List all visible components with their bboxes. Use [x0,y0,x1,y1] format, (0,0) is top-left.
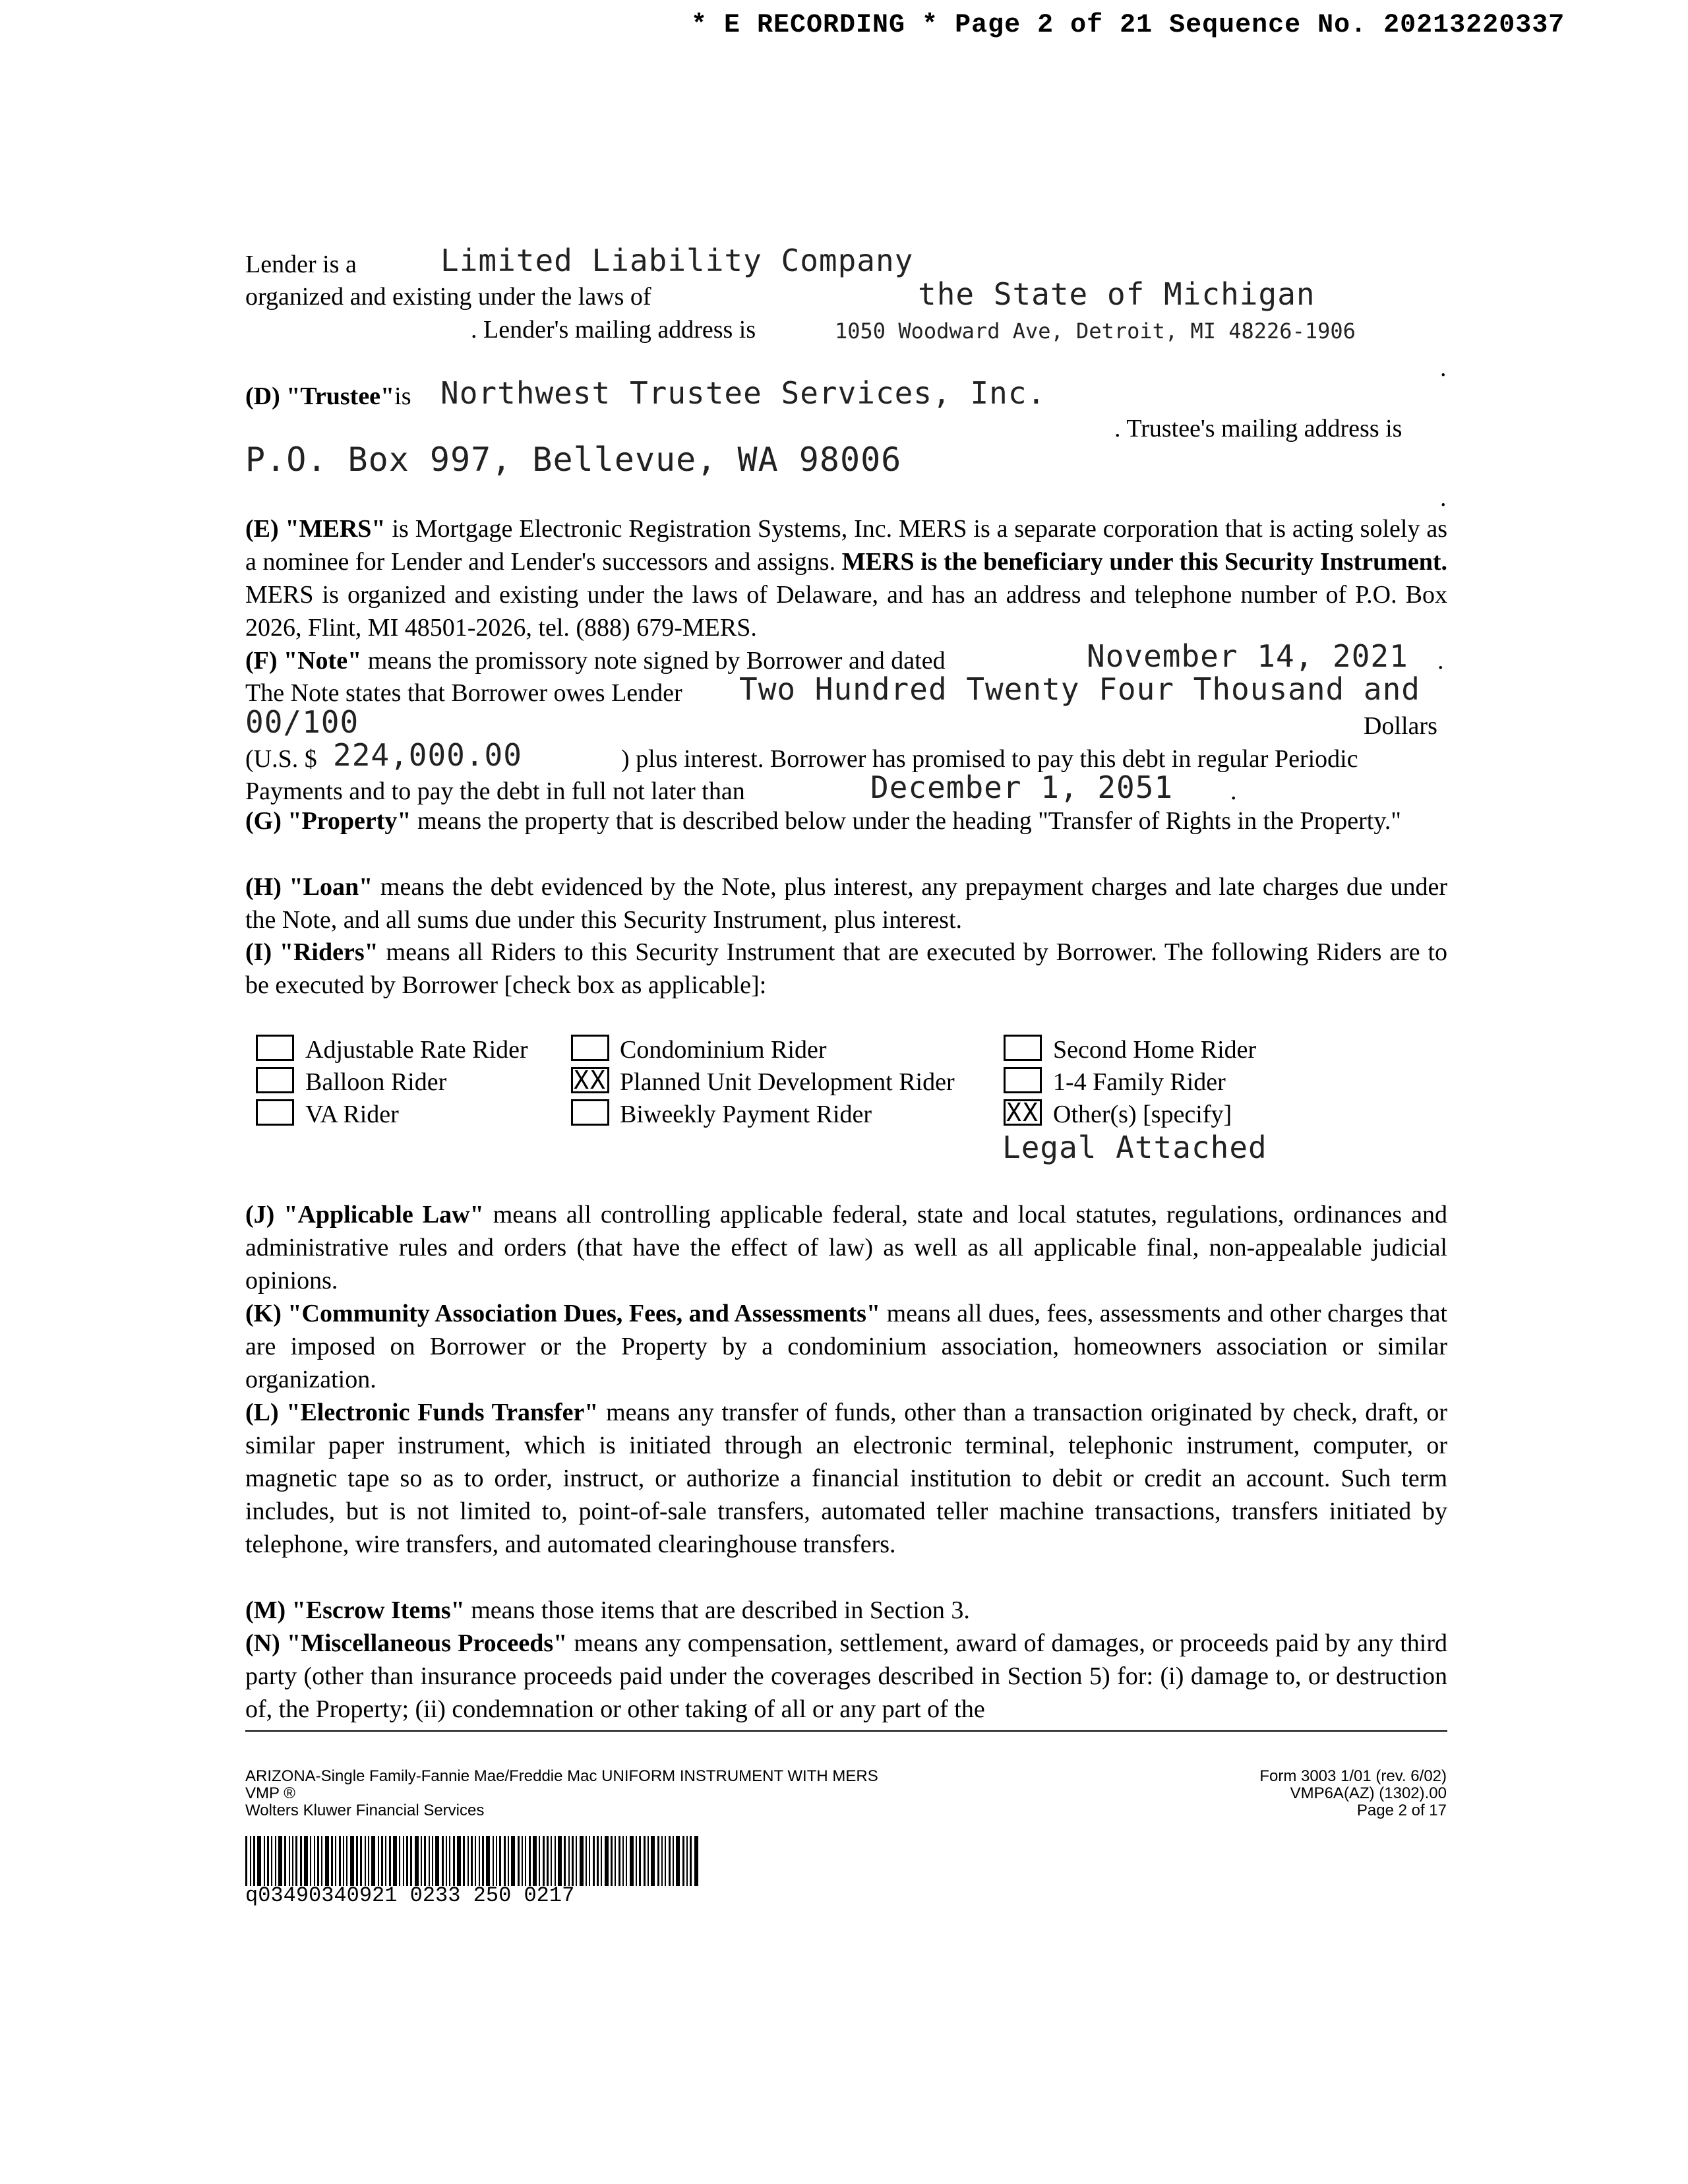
mers-beneficiary-statement: MERS is the beneficiary under this Security Instrument. [841,548,1448,576]
recording-header: * E RECORDING * Page 2 of 21 Sequence No. 20213220337 [691,11,1565,40]
eft-text: means any transfer of funds, other than a transaction originated by check, draft, or similar paper instrument, which is initiated through an electronic terminal, telephonic instrument, computer, or magnetic tape so as to order, instruct, or authorize a financial institution to debit or credit an account. Such term includes, but is not limited to, point-of-sale transfers, automated teller machine transactions, transfers initiated by telephone, wire transfers, and automated clearinghouse transfers. [245,1399,1447,1558]
rider-label-second-home: Second Home Rider [1053,1036,1257,1064]
mers-text-1: is Mortgage Electronic Registration Systems, Inc. MERS is a separate corporation that is acting solely as a nominee for Lender and Lender's successors and assigns. [245,515,1448,576]
note-term: (F) "Note" [245,647,362,675]
riders-term: (I) "Riders" [245,938,378,966]
rider-checkbox-adjustable-rate[interactable] [256,1035,294,1061]
footer-rule [245,1730,1447,1732]
rider-checkbox-va[interactable] [256,1099,294,1126]
eft-paragraph [245,1396,1447,1561]
note-dollars-label: Dollars [1364,712,1437,740]
note-maturity-period: . [1230,777,1237,805]
trustee-label [245,380,411,413]
trustee-mailing-label: . Trustee's mailing address is [1114,415,1402,442]
footer-right-line-1: Form 3003 1/01 (rev. 6/02) [1259,1767,1447,1785]
lender-organized-label: organized and existing under the laws of [245,283,651,311]
barcode-text: q03490340921 0233 250 0217 [245,1883,575,1908]
rider-checkbox-balloon[interactable] [256,1067,294,1093]
lender-is-a-label: Lender is a [245,251,357,278]
mers-paragraph [245,512,1447,644]
footer-left-line-1: ARIZONA-Single Family-Fannie Mae/Freddie Mac UNIFORM INSTRUMENT WITH MERS [245,1767,878,1785]
footer-left-line-2: VMP ® [245,1784,295,1802]
lender-period: . [1440,354,1447,382]
note-maturity-date: December 1, 2051 [870,770,1174,805]
mers-term: (E) "MERS" [245,515,386,543]
footer-right-line-2: VMP6A(AZ) (1302).00 [1290,1784,1447,1802]
note-date: November 14, 2021 [1087,638,1408,674]
note-plus-interest: ) plus interest. Borrower has promised to pay this debt in regular Periodic [621,745,1358,773]
rider-checkbox-condominium[interactable] [571,1035,609,1061]
rider-label-va: VA Rider [305,1101,399,1128]
community-dues-paragraph [245,1297,1447,1396]
footer-right-line-3: Page 2 of 17 [1356,1802,1447,1819]
rider-checkbox-second-home[interactable] [1004,1035,1042,1061]
loan-text: means the debt evidenced by the Note, plus interest, any prepayment charges and late charges due under the Note, and all sums due under this Security Instrument, plus interest. [245,873,1447,934]
rider-label-balloon: Balloon Rider [305,1068,447,1096]
rider-label-1-4-family: 1-4 Family Rider [1053,1068,1226,1096]
note-date-period: . [1437,647,1444,675]
rider-checkbox-other[interactable]: XX [1004,1099,1042,1126]
note-dated-text: means the promissory note signed by Borrower and dated [367,647,946,675]
applicable-law-paragraph [245,1198,1447,1297]
trustee-term: (D) "Trustee" [245,382,395,410]
misc-proceeds-paragraph [245,1627,1447,1726]
rider-label-adjustable-rate: Adjustable Rate Rider [305,1036,528,1064]
escrow-term: (M) "Escrow Items" [245,1596,465,1624]
trustee-name: Northwest Trustee Services, Inc. [440,375,1046,411]
escrow-text: means those items that are described in Section 3. [464,1596,970,1624]
loan-term: (H) "Loan" [245,873,373,901]
loan-paragraph [245,870,1447,936]
misc-proceeds-text: means any compensation, settlement, award of damages, or proceeds paid by any third party (other than insurance proceeds paid under the coverages described in Section 5) for: (i) damage to, or destruction of, the Property; (ii) condemnation or other taking of all or any part of the [245,1629,1447,1723]
lender-mailing-address: 1050 Woodward Ave, Detroit, MI 48226-1906 [835,318,1356,344]
rider-other-specify-value: Legal Attached [1002,1130,1267,1165]
rider-checkbox-biweekly-payment[interactable] [571,1099,609,1126]
community-dues-term: (K) "Community Association Dues, Fees, and Assessments" [245,1300,881,1327]
applicable-law-term: (J) "Applicable Law" [245,1201,484,1228]
mers-text-2: MERS is organized and existing under the laws of Delaware, and has an address and telephone number of P.O. Box 2026, Flint, MI 48501-2026, tel. (888) 679-MERS. [245,581,1447,642]
note-owes-label: The Note states that Borrower owes Lender [245,679,682,707]
riders-text: means all Riders to this Security Instrument that are executed by Borrower. The following Riders are to be executed by Borrower [check box as applicable]: [245,938,1447,999]
note-us-label: (U.S. $ [245,745,317,773]
property-term: (G) "Property" [245,807,411,835]
rider-checkbox-1-4-family[interactable] [1004,1067,1042,1093]
trustee-address: P.O. Box 997, Bellevue, WA 98006 [245,440,902,479]
note-amount-words-2: 00/100 [245,704,359,740]
rider-label-planned-unit-development: Planned Unit Development Rider [620,1068,955,1096]
property-text: means the property that is described below under the heading "Transfer of Rights in the Property." [417,807,1401,835]
lender-mailing-label: . Lender's mailing address is [471,316,756,344]
trustee-is: is [394,382,411,410]
trustee-period: . [1440,484,1447,512]
document-barcode [245,1836,700,1886]
footer-left-line-3: Wolters Kluwer Financial Services [245,1802,485,1819]
rider-label-condominium: Condominium Rider [620,1036,827,1064]
note-amount-words-1: Two Hundred Twenty Four Thousand and [739,671,1420,707]
note-amount: 224,000.00 [333,737,522,773]
rider-label-other: Other(s) [specify] [1053,1101,1232,1128]
applicable-law-text: means all controlling applicable federal, state and local statutes, regulations, ordinances and administrative rules and orders (that have the effect of law) as well as all applicable final, non-appealable judicial opinions. [245,1201,1447,1294]
lender-entity-type: Limited Liability Company [440,243,914,278]
misc-proceeds-term: (N) "Miscellaneous Proceeds" [245,1629,568,1657]
community-dues-text: means all dues, fees, assessments and other charges that are imposed on Borrower or the Property by a condominium association, homeowners association or similar organization. [245,1300,1447,1393]
riders-paragraph [245,936,1447,1002]
rider-label-biweekly-payment: Biweekly Payment Rider [620,1101,872,1128]
escrow-paragraph [245,1594,1447,1627]
eft-term: (L) "Electronic Funds Transfer" [245,1399,599,1426]
property-paragraph [245,804,1447,837]
note-payments-label: Payments and to pay the debt in full not later than [245,777,745,805]
lender-state: the State of Michigan [918,276,1315,312]
rider-checkbox-planned-unit-development[interactable]: XX [571,1067,609,1093]
